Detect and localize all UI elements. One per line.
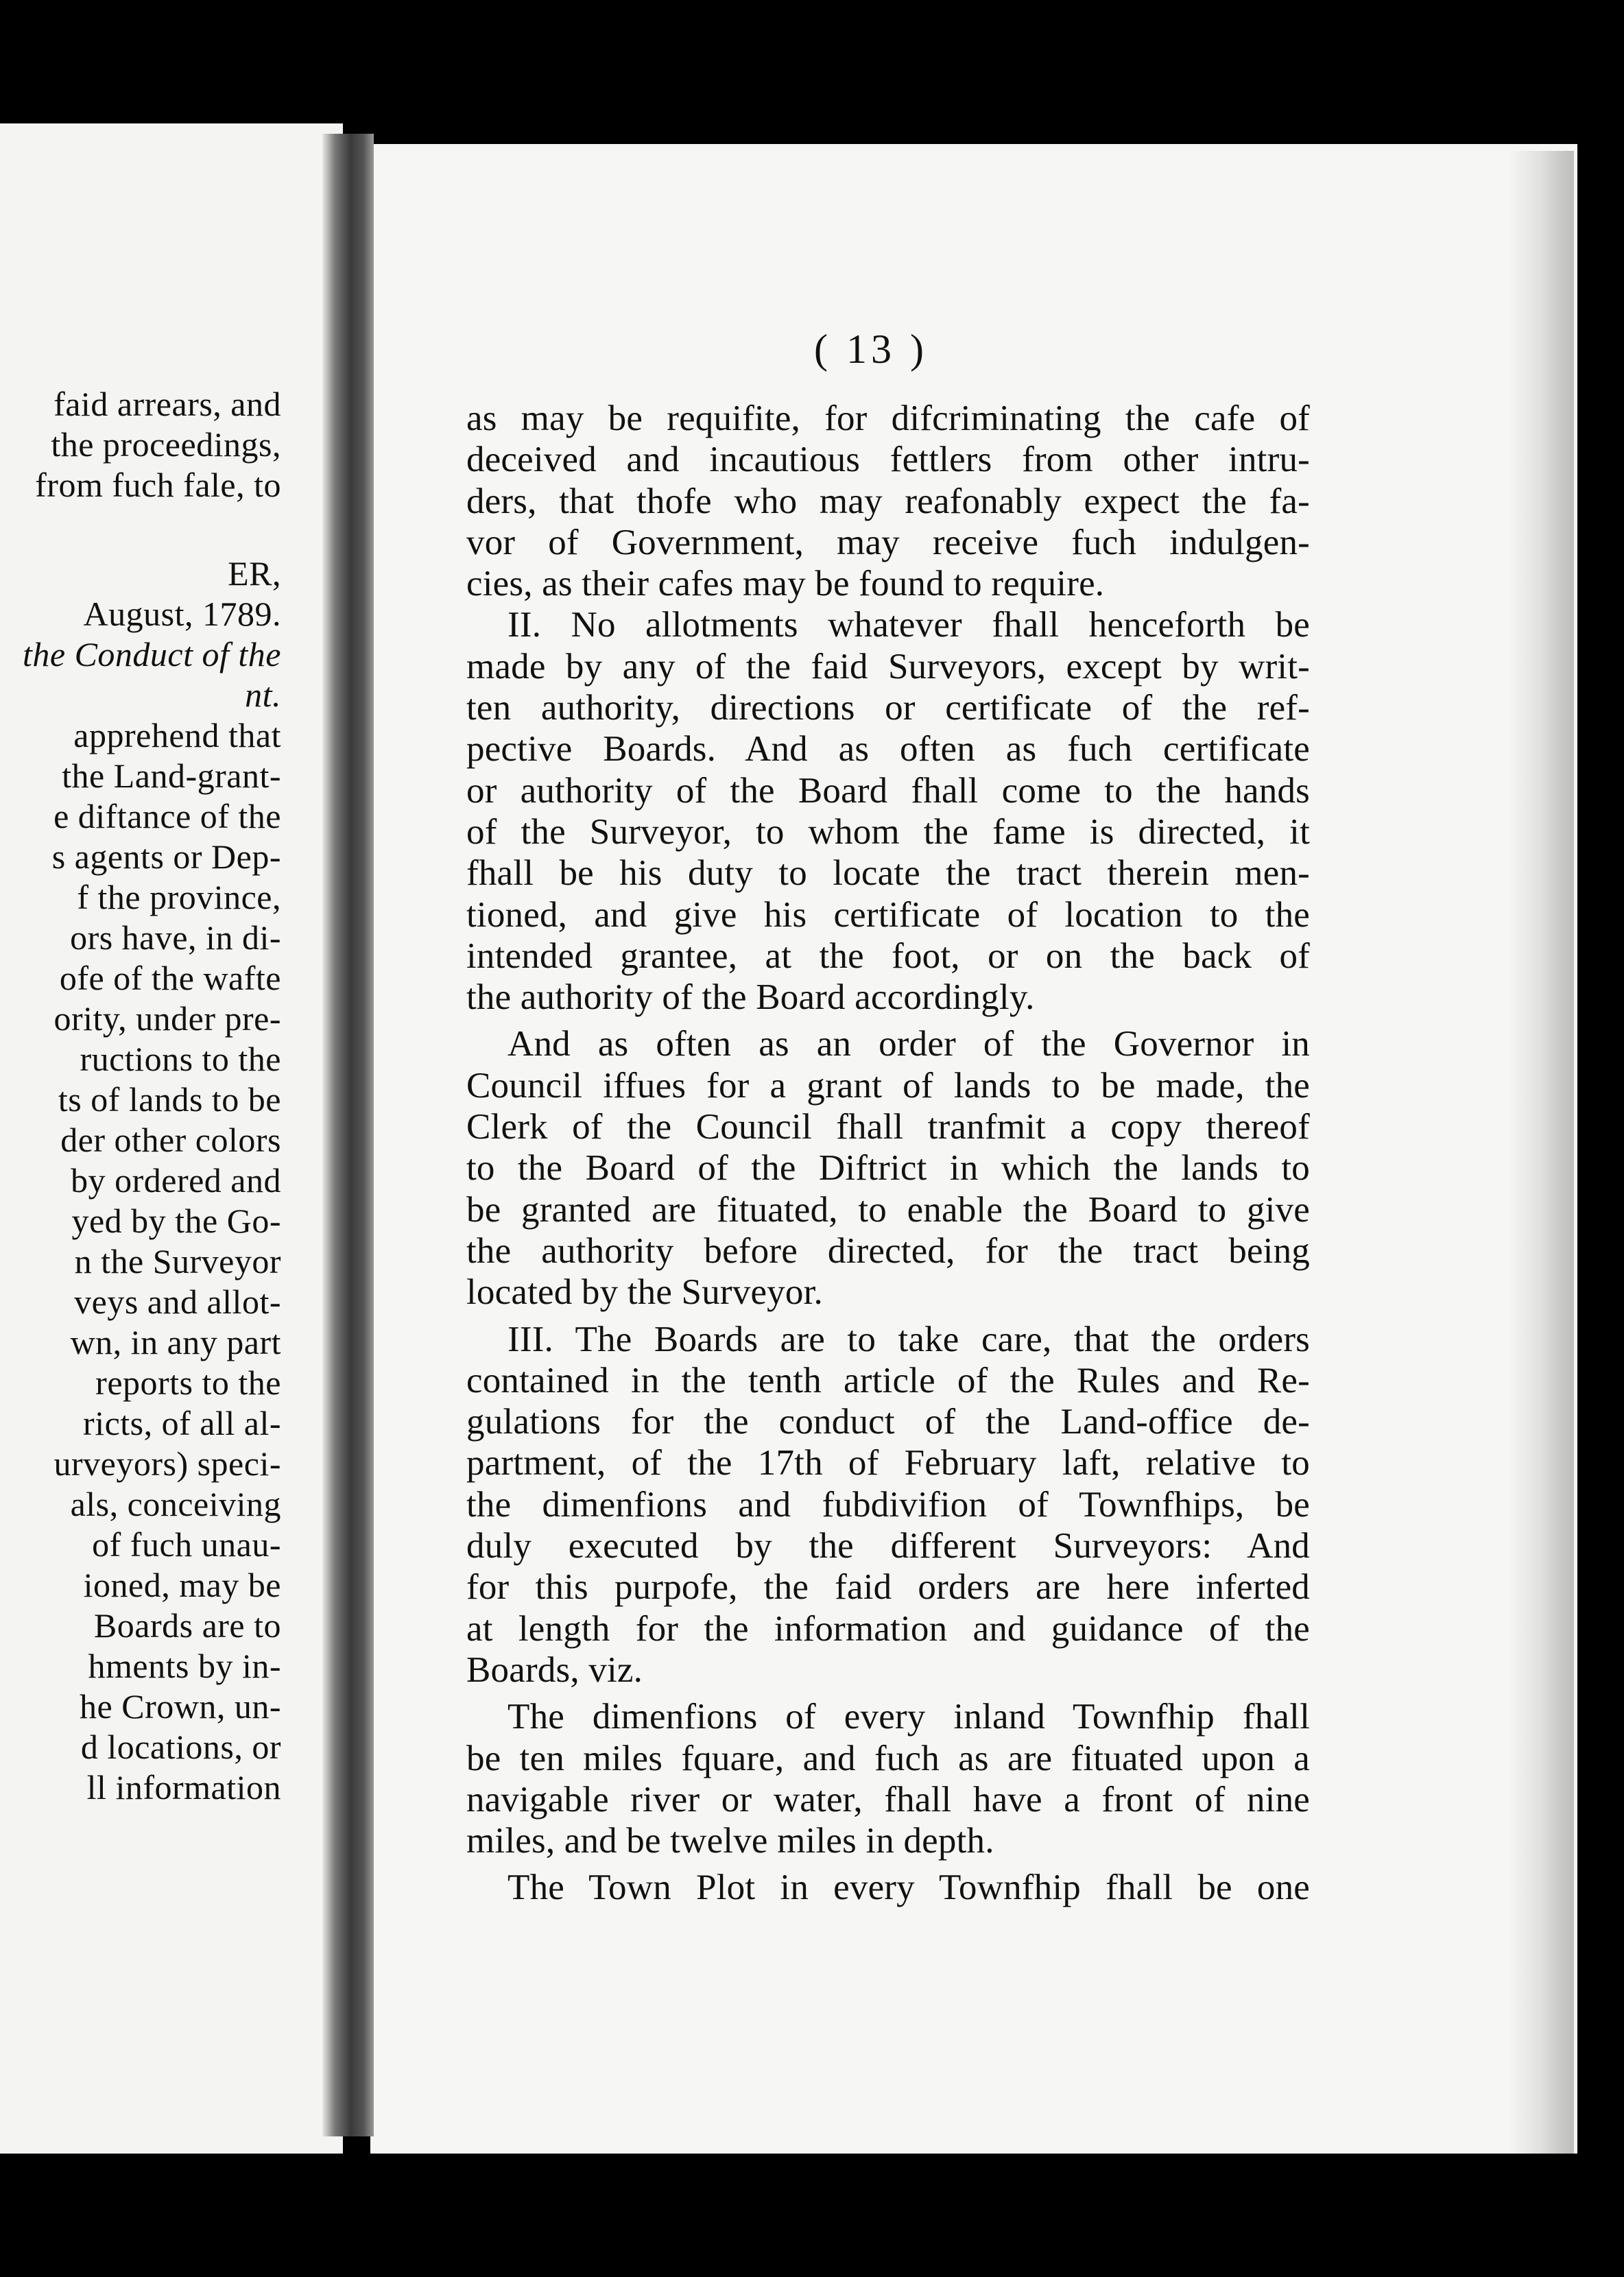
left-line: f the province, [77,878,281,916]
left-line: ructions to the [80,1040,281,1078]
page-number: ( 13 ) [814,326,928,372]
left-line: the proceedings, [51,425,281,464]
text-line: as may be requifite, for difcriminating the cafe of [466,398,1310,438]
text-line: Council iffues for a grant of lands to be made, the [466,1065,1310,1106]
text-line: be ten miles fquare, and fuch as are fituated upon a [466,1738,1310,1778]
left-line: ts of lands to be [58,1080,281,1119]
text-line: for this purpofe, the faid orders are here inferted [466,1567,1310,1608]
text-line: miles, and be twelve miles in depth. [466,1821,994,1861]
text-line: the authority of the Board accordingly. [466,977,1035,1018]
text-line: fhall be his duty to locate the tract therein men- [466,853,1310,894]
text-line: intended grantee, at the foot, or on the back of [466,935,1310,976]
right-page-text [466,398,1310,1909]
left-page-text [0,384,281,1808]
page-edge [1509,151,1574,2154]
text-line: ders, that thofe who may reafonably expect the fa- [466,481,1310,521]
left-line: he Crown, un- [80,1687,281,1726]
left-line: als, conceiving [70,1485,281,1523]
text-line: pective Boards. And as often as fuch certificate [466,729,1310,770]
text-line: vor of Government, may receive fuch indulgen- [466,522,1310,562]
text-line: gulations for the conduct of the Land-office de- [466,1402,1310,1442]
left-line: wn, in any part [70,1323,281,1361]
text-line: be granted are fituated, to enable the Board to give [466,1189,1310,1230]
left-line: apprehend that [73,716,281,754]
text-line: The dimenfions of every inland Townfhip fhall [508,1697,1310,1737]
text-line: Boards, viz. [466,1649,643,1690]
left-line: veys and allot- [74,1283,281,1321]
text-line: III. The Boards are to take care, that the orders [508,1319,1310,1359]
left-line: yed by the Go- [71,1202,281,1240]
left-line: ors have, in di- [70,918,281,957]
left-line: August, 1789. [83,595,281,633]
left-line: faid arrears, and [53,385,281,423]
text-line: of the Surveyor, to whom the fame is directed, it [466,811,1310,852]
text-line: navigable river or water, fhall have a front of nine [466,1779,1310,1820]
text-line: cies, as their cafes may be found to require. [466,564,1105,604]
left-line: hments by in- [88,1647,281,1685]
left-line: urveyors) speci- [53,1444,281,1483]
left-line: by ordered and [71,1161,281,1200]
left-line: e diftance of the [53,797,281,835]
text-line: or authority of the Board fhall come to the hands [466,770,1310,811]
text-line: the dimenfions and fubdivifion of Townfhips, be [466,1484,1310,1525]
text-line: ten authority, directions or certificate of the ref- [466,688,1310,728]
left-line: ll information [86,1768,281,1807]
left-line: der other colors [60,1121,281,1159]
text-line: the authority before directed, for the tract being [466,1230,1310,1271]
text-line: made by any of the faid Surveyors, except by writ- [466,646,1310,687]
text-line: Clerk of the Council fhall tranfmit a copy thereof [466,1107,1310,1147]
left-line: ricts, of all al- [83,1404,281,1442]
text-line: partment, of the 17th of February laft, relative to [466,1443,1310,1483]
left-line: the Conduct of the [23,635,281,673]
left-line: of fuch unau- [92,1525,281,1564]
text-line: deceived and incautious fettlers from other intru- [466,440,1310,480]
left-line: the Land-grant- [62,756,281,795]
left-line: d locations, or [80,1728,281,1766]
text-line: II. No allotments whatever fhall henceforth be [508,605,1310,645]
left-line: reports to the [95,1363,281,1402]
left-line: nt. [245,676,281,714]
left-line: ER, [228,554,281,593]
text-line: And as often as an order of the Governor in [508,1024,1310,1064]
left-line: from fuch fale, to [35,466,281,504]
text-line: tioned, and give his certificate of location to the [466,894,1310,935]
left-line: s agents or Dep- [51,837,281,876]
text-line: located by the Surveyor. [466,1272,823,1313]
text-line: at length for the information and guidance of the [466,1608,1310,1649]
text-line: duly executed by the different Surveyors: And [466,1526,1310,1566]
text-line: contained in the tenth article of the Rules and Re- [466,1360,1310,1400]
text-line: to the Board of the Diftrict in which the lands to [466,1148,1310,1189]
left-line: ioned, may be [83,1566,281,1604]
left-line: ofe of the wafte [59,959,281,997]
left-line: Boards are to [93,1606,281,1645]
text-line: The Town Plot in every Townfhip fhall be one [508,1868,1310,1908]
left-page [0,123,343,2154]
book-gutter [322,134,374,2136]
left-line: n the Surveyor [74,1242,281,1280]
left-line: ority, under pre- [53,999,281,1038]
